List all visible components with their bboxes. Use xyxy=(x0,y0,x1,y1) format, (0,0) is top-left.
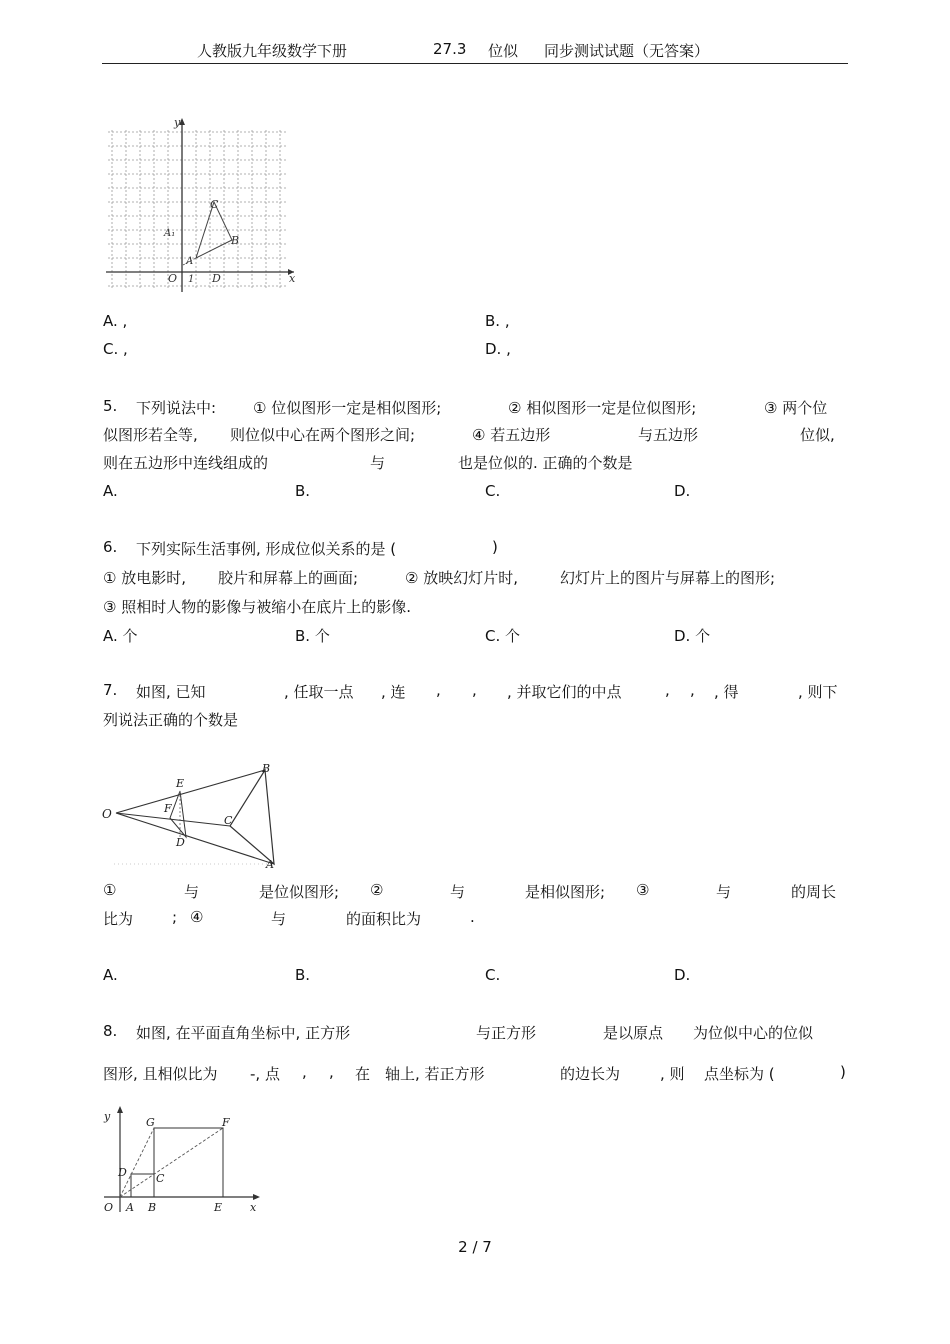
q7-statement-4-end: . xyxy=(470,908,475,926)
q7-statement-1-and: 与 xyxy=(184,883,200,901)
q7-stem-comma-3: , xyxy=(665,681,670,699)
q6-item-2-end: 幻灯片上的图片与屏幕上的图形; xyxy=(560,569,776,587)
q8-stem-origin: 是以原点 xyxy=(603,1024,664,1042)
q8-point-e-label: E xyxy=(214,1201,223,1214)
q8-stem-start: 如图, 在平面直角坐标中, 正方形 xyxy=(136,1024,351,1042)
q8-point-c-label: C xyxy=(156,1172,165,1185)
q7-statement-4-and: 与 xyxy=(271,910,287,928)
q7-point-c-label: C xyxy=(224,814,233,827)
page-number: 2 / 7 xyxy=(458,1238,492,1256)
q7-triangle-figure xyxy=(100,760,280,870)
q7-stem-then: , 则下 xyxy=(798,683,838,701)
q6-option-a[interactable]: A. 个 xyxy=(103,627,138,645)
q5-statement-2: ② 相似图形一定是位似图形; xyxy=(508,399,697,417)
header-section-number: 27.3 xyxy=(433,40,467,58)
q8-line2-on: 在 xyxy=(355,1065,371,1083)
q7-statement-1-end: 是位似图形; xyxy=(259,883,340,901)
q7-statement-2-marker: ② xyxy=(370,881,384,899)
q7-point-e-label: E xyxy=(176,777,185,790)
q4-option-d[interactable]: D. , xyxy=(485,340,511,358)
q6-number: 6. xyxy=(103,538,118,556)
q7-point-a-label: A xyxy=(266,858,274,870)
q6-item-1-start: ① 放电影时, xyxy=(103,569,186,587)
q7-option-d[interactable]: D. xyxy=(674,966,691,984)
q7-option-a[interactable]: A. xyxy=(103,966,118,984)
q7-option-c[interactable]: C. xyxy=(485,966,501,984)
q5-statement-4-start: ④ 若五边形 xyxy=(472,426,551,444)
q4-origin-label: O xyxy=(168,272,178,285)
q5-line1-stem: 下列说法中: xyxy=(136,399,217,417)
q5-statement-3-start: ③ 两个位 xyxy=(764,399,828,417)
q7-statement-4-marker: ④ xyxy=(190,908,204,926)
q6-stem-paren-close: ) xyxy=(492,538,498,556)
q7-statement-3-and: 与 xyxy=(716,883,732,901)
q7-stem-comma-1: , xyxy=(436,681,441,699)
q5-line3-start: 则在五边形中连线组成的 xyxy=(103,454,269,472)
q5-option-b[interactable]: B. xyxy=(295,482,311,500)
q7-stem-line2: 列说法正确的个数是 xyxy=(103,711,239,729)
q8-line2-comma-2: , xyxy=(329,1063,334,1081)
q7-statement-4-area: 的面积比为 xyxy=(346,910,422,928)
q7-stem-comma-4: , xyxy=(690,681,695,699)
q7-number: 7. xyxy=(103,681,118,699)
q7-point-f-label: F xyxy=(164,802,172,815)
q7-statement-2-and: 与 xyxy=(450,883,466,901)
q5-option-a[interactable]: A. xyxy=(103,482,118,500)
q7-stem-midpoints: , 并取它们的中点 xyxy=(507,683,622,701)
q8-y-axis-label: y xyxy=(104,1110,111,1123)
q4-option-b[interactable]: B. , xyxy=(485,312,510,330)
q8-line2-side: 的边长为 xyxy=(560,1065,621,1083)
q8-line2-axis: 轴上, 若正方形 xyxy=(385,1065,485,1083)
q4-option-c[interactable]: C. , xyxy=(103,340,128,358)
q5-line3-and: 与 xyxy=(370,454,386,472)
q5-statement-1: ① 位似图形一定是相似图形; xyxy=(253,399,442,417)
q8-line2-then: , 则 xyxy=(660,1065,685,1083)
q7-statement-3-end: ; xyxy=(172,908,178,926)
q4-grid-figure xyxy=(104,116,298,294)
q4-tick-one-label: 1 xyxy=(188,274,195,285)
q8-stem-square: 与正方形 xyxy=(476,1024,537,1042)
q6-item-2-start: ② 放映幻灯片时, xyxy=(405,569,518,587)
header-test-title: 同步测试试题（无答案） xyxy=(544,42,710,60)
q5-statement-3-end: 则位似中心在两个图形之间; xyxy=(230,426,416,444)
q6-item-3: ③ 照相时人物的影像与被缩小在底片上的影像. xyxy=(103,598,411,616)
q8-line2-coordinate: 点坐标为 ( xyxy=(704,1065,775,1083)
q7-stem-comma-2: , xyxy=(472,681,477,699)
q5-number: 5. xyxy=(103,397,118,415)
q8-line2-comma-1: , xyxy=(302,1063,307,1081)
header-topic: 位似 xyxy=(488,42,519,60)
q6-item-1-end: 胶片和屏幕上的画面; xyxy=(218,569,359,587)
q8-x-axis-label: x xyxy=(250,1201,257,1214)
q5-statement-3-cont: 似图形若全等, xyxy=(103,426,198,444)
q8-line2-paren-close: ) xyxy=(840,1063,846,1081)
q7-point-o-label: O xyxy=(102,807,112,821)
q6-stem: 下列实际生活事例, 形成位似关系的是 ( xyxy=(136,540,397,558)
q4-point-d-label: D xyxy=(212,272,221,285)
q4-x-axis-label: x xyxy=(289,272,296,285)
q7-statement-1-marker: ① xyxy=(103,881,117,899)
q6-option-b[interactable]: B. 个 xyxy=(295,627,330,645)
q8-stem-center: 为位似中心的位似 xyxy=(693,1024,814,1042)
q8-line2-point: -, 点 xyxy=(250,1065,280,1083)
header-divider xyxy=(102,63,848,64)
q4-point-b-label: B xyxy=(231,234,240,247)
page-header xyxy=(0,40,950,60)
q8-origin-label: O xyxy=(104,1201,114,1214)
q6-option-c[interactable]: C. 个 xyxy=(485,627,521,645)
q7-statement-3-marker: ③ xyxy=(636,881,650,899)
q7-option-b[interactable]: B. xyxy=(295,966,311,984)
header-book-title: 人教版九年级数学下册 xyxy=(197,42,348,60)
q7-stem-point: , 任取一点 xyxy=(284,683,354,701)
q5-statement-4-similar: 位似, xyxy=(800,426,835,444)
q8-line2-ratio: 图形, 且相似比为 xyxy=(103,1065,218,1083)
q4-point-a1-label: A₁ xyxy=(164,228,176,239)
q4-point-a-label: A xyxy=(186,256,194,267)
q7-stem-obtain: , 得 xyxy=(714,683,739,701)
q7-statement-3-perimeter: 的周长 xyxy=(791,883,837,901)
q7-point-b-label: B xyxy=(262,762,271,775)
q7-point-d-label: D xyxy=(176,836,185,849)
q6-option-d[interactable]: D. 个 xyxy=(674,627,711,645)
q7-stem-given: 如图, 已知 xyxy=(136,683,206,701)
q5-option-d[interactable]: D. xyxy=(674,482,691,500)
q5-statement-4-mid: 与五边形 xyxy=(638,426,699,444)
q8-point-a-label: A xyxy=(126,1201,134,1214)
q8-point-g-label: G xyxy=(146,1116,155,1129)
q7-statement-3-ratio: 比为 xyxy=(103,910,134,928)
q5-option-c[interactable]: C. xyxy=(485,482,501,500)
q5-line3-end: 也是位似的. 正确的个数是 xyxy=(458,454,633,472)
q7-stem-connect: , 连 xyxy=(381,683,406,701)
q8-point-d-label: D xyxy=(118,1166,127,1179)
q8-point-f-label: F xyxy=(222,1116,230,1129)
q4-y-axis-label: y xyxy=(174,116,181,129)
q7-statement-2-end: 是相似图形; xyxy=(525,883,606,901)
q8-squares-figure xyxy=(100,1104,264,1216)
q8-number: 8. xyxy=(103,1022,118,1040)
q4-option-a[interactable]: A. , xyxy=(103,312,128,330)
q8-point-b-label: B xyxy=(148,1201,157,1214)
q4-point-c-label: C xyxy=(210,198,219,211)
